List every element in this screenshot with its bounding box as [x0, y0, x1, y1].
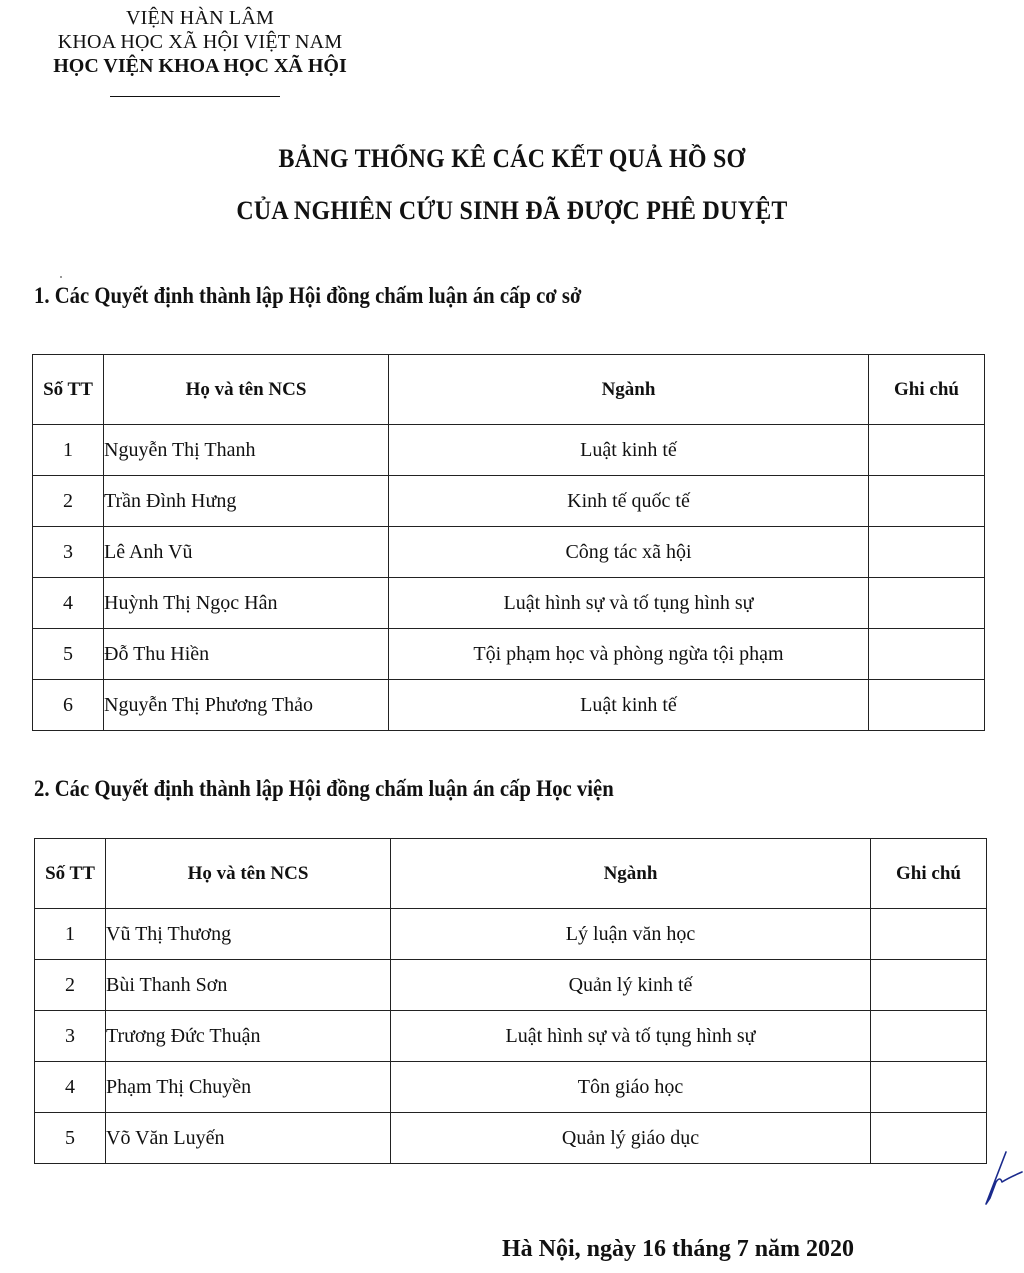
- row-number: 3: [33, 527, 104, 578]
- major: Luật hình sự và tố tụng hình sự: [389, 578, 869, 629]
- organization-header: [40, 6, 360, 78]
- student-name: Đỗ Thu Hiền: [104, 629, 389, 680]
- note: [871, 1113, 987, 1164]
- org-parent-line1: VIỆN HÀN LÂM: [126, 7, 274, 29]
- row-number: 5: [33, 629, 104, 680]
- major: Luật hình sự và tố tụng hình sự: [391, 1011, 871, 1062]
- student-name: Nguyễn Thị Phương Thảo: [104, 680, 389, 731]
- student-name: Lê Anh Vũ: [104, 527, 389, 578]
- column-header-major: Ngành: [389, 355, 869, 425]
- table-row: [33, 629, 985, 680]
- column-header-name: Họ và tên NCS: [104, 355, 389, 425]
- scan-speck: [60, 276, 62, 278]
- student-name: Trương Đức Thuận: [106, 1011, 391, 1062]
- major: Kinh tế quốc tế: [389, 476, 869, 527]
- student-name: Bùi Thanh Sơn: [106, 960, 391, 1011]
- section-1-heading: 1. Các Quyết định thành lập Hội đồng chấm luận án cấp cơ sở: [34, 283, 582, 308]
- note: [871, 960, 987, 1011]
- row-number: 2: [33, 476, 104, 527]
- note: [869, 578, 985, 629]
- section-2-heading: 2. Các Quyết định thành lập Hội đồng chấm luận án cấp Học viện: [34, 776, 614, 801]
- row-number: 1: [33, 425, 104, 476]
- major: Công tác xã hội: [389, 527, 869, 578]
- row-number: 4: [33, 578, 104, 629]
- major: Tội phạm học và phòng ngừa tội phạm: [389, 629, 869, 680]
- org-parent-line2: KHOA HỌC XÃ HỘI VIỆT NAM: [57, 31, 343, 53]
- row-number: 3: [35, 1011, 106, 1062]
- table-row: [35, 909, 987, 960]
- place-and-date: Hà Nội, ngày 16 tháng 7 năm 2020: [502, 1236, 855, 1262]
- column-header-number: Số TT: [33, 355, 104, 425]
- org-name: HỌC VIỆN KHOA HỌC XÃ HỘI: [53, 55, 347, 77]
- student-name: Trần Đình Hưng: [104, 476, 389, 527]
- table-header-row: [35, 839, 987, 909]
- note: [871, 1062, 987, 1113]
- column-header-name: Họ và tên NCS: [106, 839, 391, 909]
- major: Luật kinh tế: [389, 425, 869, 476]
- table-row: [35, 1011, 987, 1062]
- major: Quản lý kinh tế: [391, 960, 871, 1011]
- document-title-line1: BẢNG THỐNG KÊ CÁC KẾT QUẢ HỒ SƠ: [278, 144, 746, 173]
- table-row: [35, 1113, 987, 1164]
- table-row: [33, 476, 985, 527]
- section-2-table: [34, 838, 987, 1164]
- row-number: 2: [35, 960, 106, 1011]
- student-name: Nguyễn Thị Thanh: [104, 425, 389, 476]
- note: [869, 680, 985, 731]
- note: [869, 476, 985, 527]
- table-row: [35, 960, 987, 1011]
- note: [869, 527, 985, 578]
- table-row: [33, 527, 985, 578]
- table-header-row: [33, 355, 985, 425]
- major: Tôn giáo học: [391, 1062, 871, 1113]
- column-header-note: Ghi chú: [869, 355, 985, 425]
- note: [869, 629, 985, 680]
- table-row: [33, 425, 985, 476]
- note: [871, 1011, 987, 1062]
- column-header-note: Ghi chú: [871, 839, 987, 909]
- signature-initial-mark: [978, 1148, 1024, 1208]
- student-name: Võ Văn Luyến: [106, 1113, 391, 1164]
- row-number: 5: [35, 1113, 106, 1164]
- section-1-table: [32, 354, 985, 731]
- major: Quản lý giáo dục: [391, 1113, 871, 1164]
- row-number: 6: [33, 680, 104, 731]
- row-number: 1: [35, 909, 106, 960]
- student-name: Phạm Thị Chuyền: [106, 1062, 391, 1113]
- document-title-line2: CỦA NGHIÊN CỨU SINH ĐÃ ĐƯỢC PHÊ DUYỆT: [236, 196, 788, 225]
- org-underline-divider: [110, 96, 280, 97]
- note: [869, 425, 985, 476]
- major: Luật kinh tế: [389, 680, 869, 731]
- major: Lý luận văn học: [391, 909, 871, 960]
- table-row: [33, 578, 985, 629]
- column-header-number: Số TT: [35, 839, 106, 909]
- note: [871, 909, 987, 960]
- row-number: 4: [35, 1062, 106, 1113]
- table-row: [35, 1062, 987, 1113]
- student-name: Huỳnh Thị Ngọc Hân: [104, 578, 389, 629]
- column-header-major: Ngành: [391, 839, 871, 909]
- student-name: Vũ Thị Thương: [106, 909, 391, 960]
- table-row: [33, 680, 985, 731]
